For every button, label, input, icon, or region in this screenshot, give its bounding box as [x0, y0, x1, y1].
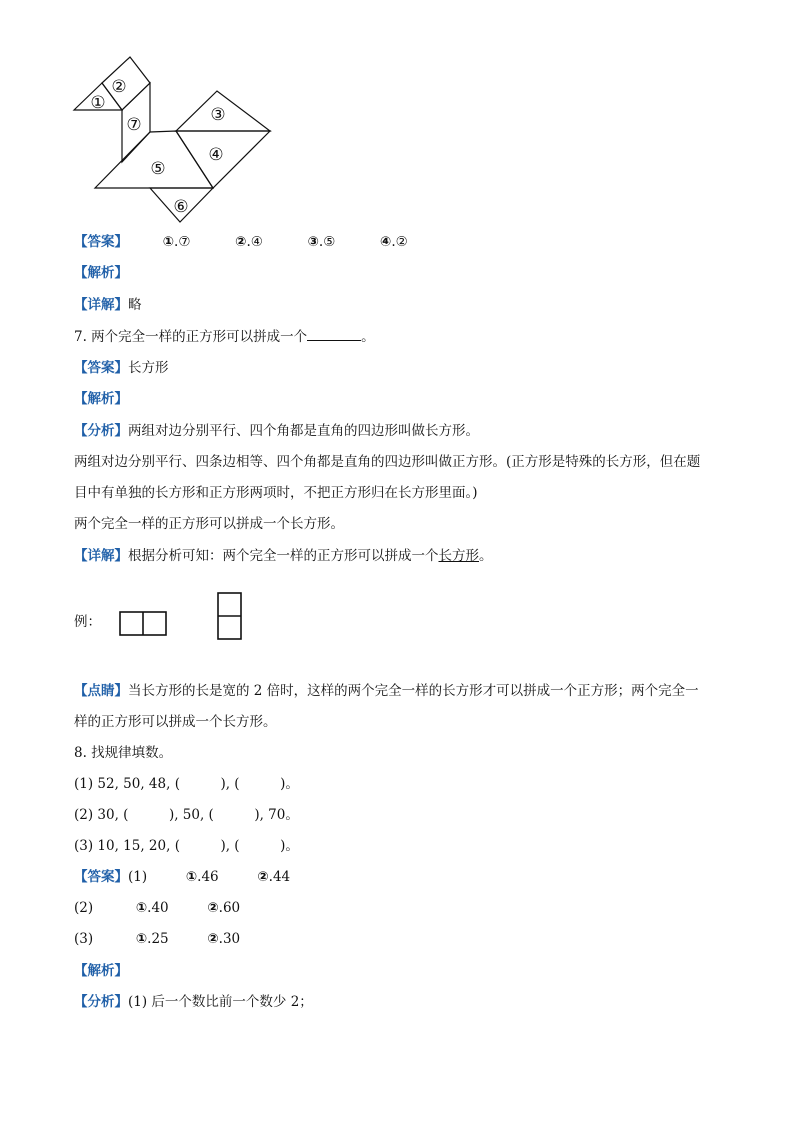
answer-num: ②	[207, 931, 219, 947]
answer-part: (3)	[74, 931, 94, 947]
q7-para1-line2: 目中有单独的长方形和正方形两项时，不把正方形归在长方形里面。)	[74, 485, 478, 501]
answer-num: ②	[207, 900, 219, 916]
horizontal-squares	[120, 612, 166, 635]
answer-text: 长方形	[128, 360, 169, 376]
q8-answer-3	[74, 929, 240, 949]
analysis-tag: 【分析】	[74, 994, 128, 1010]
detail-text: 根据分析可知：两个完全一样的正方形可以拼成一个	[128, 548, 439, 564]
q7-para1-line1: 两组对边分别平行、四条边相等、四个角都是直角的四边形叫做正方形。(正方形是特殊的长方形，但在题	[74, 454, 701, 470]
example-label: 例：	[74, 614, 101, 630]
answer-value: .44	[268, 869, 291, 885]
figure-label-3: ③	[210, 105, 226, 125]
tangram-bird-figure	[0, 0, 794, 240]
q7-answer	[74, 358, 169, 378]
figure-label-1: ①	[90, 93, 106, 113]
answer-part: (2)	[74, 900, 94, 916]
figure-label-2: ②	[111, 77, 127, 97]
q8-jiexi	[74, 961, 128, 981]
tip-tag: 【点睛】	[74, 683, 128, 699]
answer-value: .25	[147, 931, 169, 947]
q7-analysis	[74, 421, 479, 441]
answer-part: (1)	[128, 869, 148, 885]
q8-item-1: (1) 52, 50, 48, ( ), ( )。	[74, 776, 299, 792]
answer-value: .30	[218, 931, 241, 947]
q6-jiexi	[74, 263, 128, 283]
q7-para2: 两个完全一样的正方形可以拼成一个长方形。	[74, 516, 344, 532]
answer-item: ②.④	[235, 234, 263, 250]
q8-answer-2	[74, 898, 240, 918]
figure-label-5: ⑤	[150, 159, 166, 179]
answer-item: ④.②	[379, 234, 408, 250]
q8-analysis	[74, 992, 313, 1012]
q8-item-3: (3) 10, 15, 20, ( ), ( )。	[74, 838, 299, 854]
answer-blank	[307, 328, 361, 341]
detail-tag: 【详解】	[74, 297, 128, 313]
q8-question: 8. 找规律填数。	[74, 745, 173, 761]
answer-value: .46	[197, 869, 219, 885]
q7-detail	[74, 546, 493, 566]
q7-question	[74, 327, 375, 347]
answer-tag: 【答案】	[74, 360, 128, 376]
q6-detail	[74, 295, 142, 315]
answer-item: ③.⑤	[307, 234, 336, 250]
analysis-text: 两组对边分别平行、四个角都是直角的四边形叫做长方形。	[128, 423, 479, 439]
analysis-text: (1) 后一个数比前一个数少 2；	[128, 994, 313, 1010]
detail-end: 。	[479, 548, 493, 564]
answer-num: ①	[185, 869, 198, 885]
answer-num: ②	[257, 869, 269, 885]
detail-tag: 【详解】	[74, 548, 128, 564]
answer-value: .60	[218, 900, 241, 916]
figure-label-7: ⑦	[126, 115, 142, 135]
q8-item-2: (2) 30, ( ), 50, ( ), 70。	[74, 807, 299, 823]
jiexi-tag: 【解析】	[74, 265, 128, 281]
answer-value: .40	[147, 900, 169, 916]
figure-label-4: ④	[208, 145, 224, 165]
answer-tag: 【答案】	[74, 234, 128, 250]
vertical-squares	[218, 593, 241, 639]
tip-text: 当长方形的长是宽的 2 倍时，这样的两个完全一样的长方形才可以拼成一个正方形；两个完全一	[128, 683, 699, 699]
answer-num: ①	[135, 900, 148, 916]
answer-num: ①	[135, 931, 148, 947]
detail-underlined-answer: 长方形	[438, 548, 479, 564]
detail-text: 略	[128, 297, 142, 313]
jiexi-tag: 【解析】	[74, 963, 128, 979]
q6-answer-line	[74, 232, 408, 252]
q7-tip-line1	[74, 681, 699, 701]
question-text: 7. 两个完全一样的正方形可以拼成一个	[74, 329, 308, 345]
analysis-tag: 【分析】	[74, 423, 128, 439]
question-end: 。	[361, 329, 375, 345]
answer-tag: 【答案】	[74, 869, 128, 885]
q8-answer-1	[74, 867, 290, 887]
jiexi-tag: 【解析】	[74, 391, 128, 407]
q7-tip-line2: 样的正方形可以拼成一个长方形。	[74, 714, 277, 730]
answer-item: ①.⑦	[162, 234, 191, 250]
q7-jiexi	[74, 389, 128, 409]
figure-label-6: ⑥	[173, 197, 189, 217]
